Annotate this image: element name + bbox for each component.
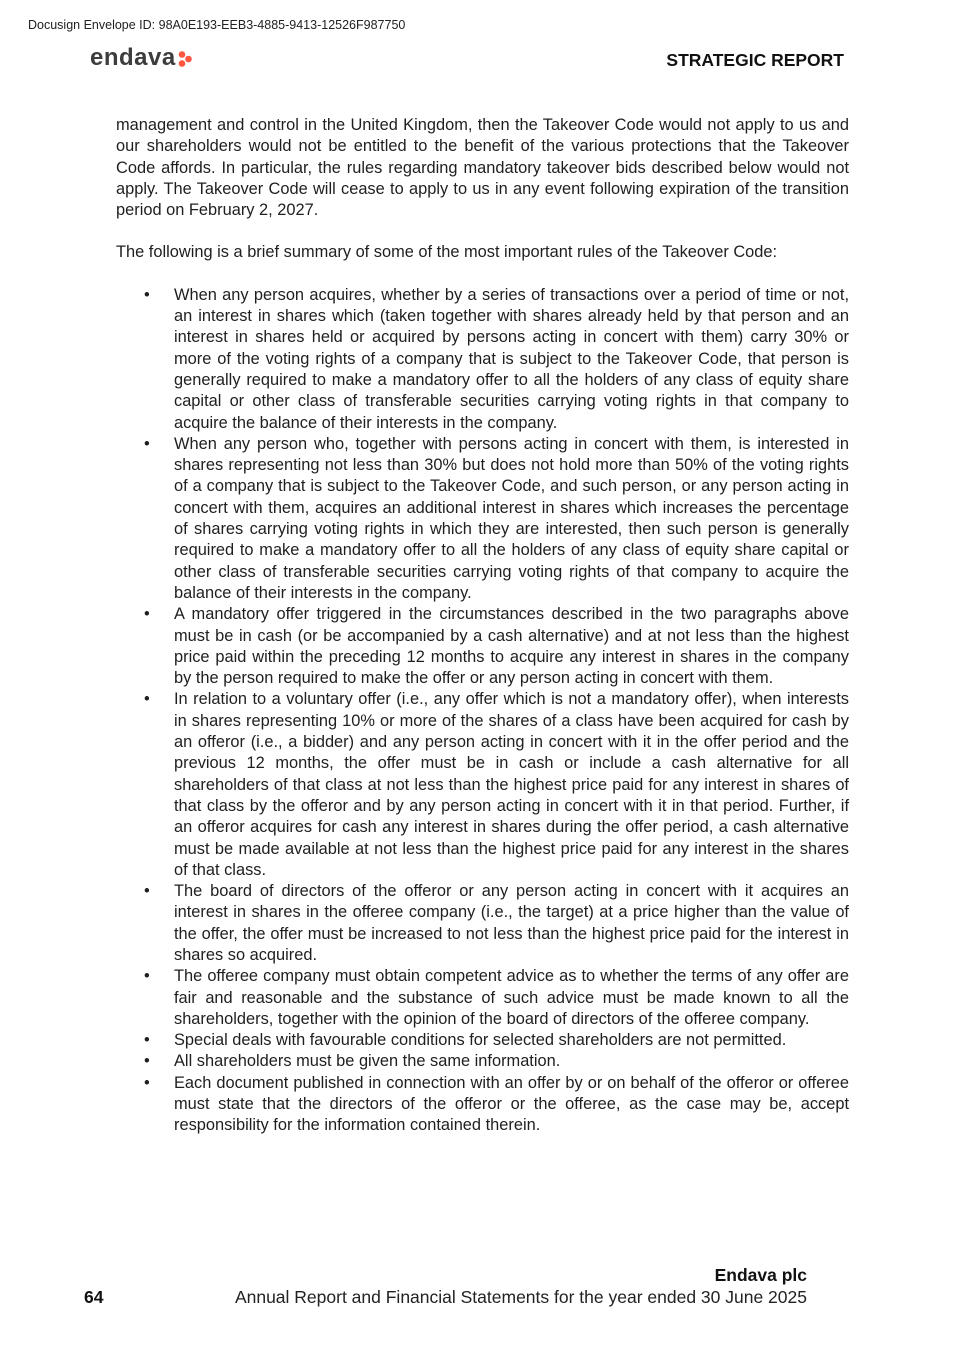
list-item-text: The board of directors of the offeror or any person acting in concert with it acquires an interest in shares in the offeree company (i.e., the target) at a price higher than the value of the offer, the offer must be increased to not less than the highest price paid for the interest in shares so acquired. [174, 882, 849, 964]
list-item [116, 285, 849, 434]
bullet-icon: • [144, 967, 150, 986]
bullet-icon: • [144, 882, 150, 901]
footer-report-title: Annual Report and Financial Statements for the year ended 30 June 2025 [234, 1287, 807, 1307]
bullet-icon: • [144, 690, 150, 709]
list-item [116, 1030, 849, 1051]
logo-dot-top [178, 51, 185, 58]
bullet-icon: • [144, 1073, 150, 1092]
list-item-text: When any person acquires, whether by a series of transactions over a period of time or not, an interest in shares which (taken together with shares already held by that person and an interest in shares held or acquired by persons acting in concert with them) carry 30% or more of the voting rights of a company that is subject to the Takeover Code, that person is generally required to make a mandatory offer to all the holders of any class of equity share capital or other class of transferable securities carrying voting rights in that company to acquire the balance of their interests in the company. [174, 285, 849, 432]
list-item-text: All shareholders must be given the same information. [174, 1052, 561, 1071]
list-item [116, 881, 849, 966]
list-item [116, 434, 849, 604]
section-title: STRATEGIC REPORT [666, 50, 844, 70]
footer-company-name: Endava plc [714, 1265, 807, 1285]
bullet-icon: • [144, 1052, 150, 1071]
logo-dot-right [185, 56, 192, 63]
paragraph-summary-lead: The following is a brief summary of some of the most important rules of the Takeover Code: [116, 243, 778, 262]
list-item-text: When any person who, together with persons acting in concert with them, is interested in shares representing not less than 30% but does not hold more than 50% of the voting rights of a company that is subject to the Takeover Code, and such person, or any person acting in concert with them, acquires an additional interest in shares which increases the percentage of shares carrying voting rights in which they are interested, then such person is generally required to make a mandatory offer to all the holders of any class of equity share capital or other class of transferable securities carrying voting rights of that company to acquire the balance of their interests in the company. [174, 434, 849, 602]
takeover-rules-list [116, 285, 849, 1137]
endava-logo [90, 44, 192, 72]
list-item [116, 1051, 849, 1072]
list-item [116, 689, 849, 881]
docusign-envelope-id: Docusign Envelope ID: 98A0E193-EEB3-4885-9413-12526F987750 [28, 18, 406, 32]
paragraph-intro: management and control in the United Kingdom, then the Takeover Code would not apply to us and our shareholders would not be entitled to the benefit of the various protections that the Takeover Code affords. In particular, the rules regarding mandatory takeover bids described below would not apply. The Takeover Code will cease to apply to us in any event following expiration of the transition period on February 2, 2027. [116, 116, 849, 220]
list-item [116, 966, 849, 1030]
list-item-text: The offeree company must obtain competent advice as to whether the terms of any offer are fair and reasonable and the substance of such advice must be made known to all the shareholders, together with the opinion of the board of directors of the offeree company. [174, 967, 849, 1028]
list-item-text: Special deals with favourable conditions for selected shareholders are not permitted. [174, 1031, 787, 1050]
bullet-icon: • [144, 285, 150, 304]
bullet-icon: • [144, 434, 150, 453]
list-item-text: Each document published in connection with an offer by or on behalf of the offeror or offeree must state that the directors of the offeror or the offeree, as the case may be, accept responsibility for the information contained therein. [174, 1073, 849, 1135]
document-body [116, 115, 849, 1137]
bullet-icon: • [144, 605, 150, 624]
page-number: 64 [84, 1287, 104, 1307]
list-item [116, 604, 849, 689]
list-item [116, 1073, 849, 1137]
logo-dot-bottom [178, 60, 185, 67]
bullet-icon: • [144, 1031, 150, 1050]
list-item-text: A mandatory offer triggered in the circumstances described in the two paragraphs above must be in cash (or be accompanied by a cash alternative) and at not less than the highest price paid within the preceding 12 months to acquire any interest in shares in the company by the person required to make the offer or any person acting in concert with them. [174, 605, 849, 688]
logo-mark-icon [178, 51, 192, 67]
logo-wordmark: endava [90, 44, 176, 71]
list-item-text: In relation to a voluntary offer (i.e., any offer which is not a mandatory offer), when interests in shares representing 10% or more of the shares of a class have been acquired for cash by an offeror (i.e., a bidder) and any person acting in concert with it in the offer period and the previous 12 months, the offer must be in cash or include a cash alternative for all shareholders of that class at not less than the highest price paid for any interest in shares of that class by the offeror and by any person acting in concert with it in that period. Further, if an offeror acquires for cash any interest in shares during the offer period, a cash alternative must be made available at not less than the highest price paid for any interest in the shares of that class. [174, 690, 849, 879]
